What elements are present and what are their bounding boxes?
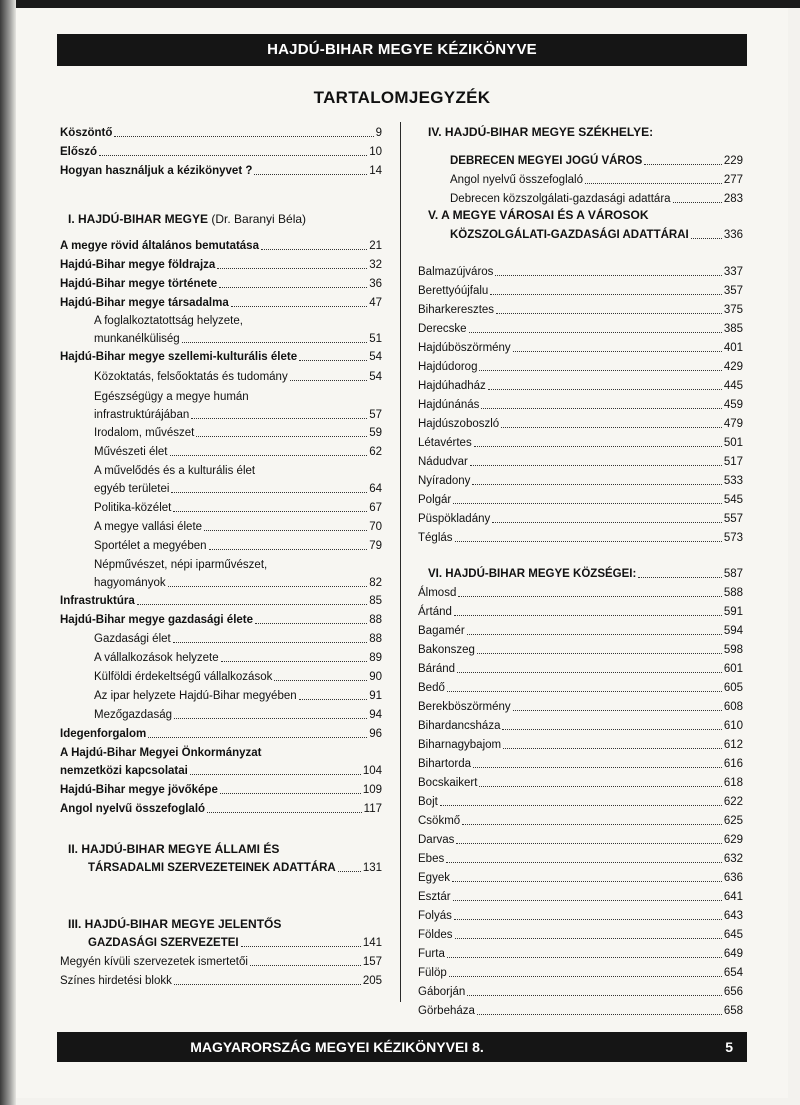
toc-entry[interactable]: Mezőgazdaság 94 — [94, 709, 382, 721]
section-heading: III. HAJDÚ-BIHAR MEGYE JELENTŐS — [68, 917, 282, 931]
toc-entry-line[interactable]: A foglalkoztatottság helyzete, — [94, 315, 243, 327]
running-footer — [57, 1032, 747, 1062]
toc-entry[interactable]: TÁRSADALMI SZERVEZETEINEK ADATTÁRA 131 — [88, 862, 382, 874]
toc-entry[interactable]: Görbeháza 658 — [418, 1005, 743, 1017]
toc-entry[interactable]: Fülöp 654 — [418, 967, 743, 979]
toc-entry[interactable]: Hajdú-Bihar megye szellemi-kulturális élete 54 — [60, 351, 382, 363]
toc-entry[interactable]: Hajdúböszörmény 401 — [418, 342, 743, 354]
toc-entry[interactable]: Gazdasági élet 88 — [94, 633, 382, 645]
toc-entry[interactable]: Darvas 629 — [418, 834, 743, 846]
toc-entry[interactable]: Biharkeresztes 375 — [418, 304, 743, 316]
toc-entry[interactable]: GAZDASÁGI SZERVEZETEI 141 — [88, 937, 382, 949]
toc-entry[interactable]: Hajdú-Bihar megye társadalma 47 — [60, 297, 382, 309]
toc-entry[interactable]: hagyományok 82 — [94, 577, 382, 589]
toc-entry[interactable]: Hajdú-Bihar megye jövőképe 109 — [60, 784, 382, 796]
toc-entry[interactable]: Báránd 601 — [418, 663, 743, 675]
toc-entry-line[interactable]: A művelődés és a kulturális élet — [94, 465, 256, 477]
toc-entry[interactable]: Idegenforgalom 96 — [60, 728, 382, 740]
page-number: 5 — [725, 1039, 733, 1055]
toc-entry[interactable]: Bagamér 594 — [418, 625, 743, 637]
toc-entry[interactable]: munkanélküliség 51 — [94, 333, 382, 345]
running-header: HAJDÚ-BIHAR MEGYE KÉZIKÖNYVE — [57, 34, 747, 66]
toc-entry[interactable]: Hajdúszoboszló 479 — [418, 418, 743, 430]
toc-entry[interactable]: Ebes 632 — [418, 853, 743, 865]
toc-entry[interactable]: Infrastruktúra 85 — [60, 595, 382, 607]
toc-entry[interactable]: Püspökladány 557 — [418, 513, 743, 525]
toc-entry-line[interactable]: A Hajdú-Bihar Megyei Önkormányzat — [60, 747, 262, 759]
toc-entry[interactable]: Sportélet a megyében 79 — [94, 540, 382, 552]
toc-entry[interactable]: Irodalom, művészet 59 — [94, 427, 382, 439]
toc-entry[interactable]: Előszó 10 — [60, 146, 382, 158]
toc-entry[interactable]: Hajdú-Bihar megye gazdasági élete 88 — [60, 614, 382, 626]
toc-entry[interactable]: Nyíradony 533 — [418, 475, 743, 487]
toc-entry[interactable]: Bihardancsháza 610 — [418, 720, 743, 732]
toc-entry[interactable]: Berekböszörmény 608 — [418, 701, 743, 713]
toc-entry[interactable]: Az ipar helyzete Hajdú-Bihar megyében 91 — [94, 690, 382, 702]
toc-entry-line[interactable]: Egészségügy a megye humán — [94, 391, 249, 403]
toc-entry[interactable]: Létavértes 501 — [418, 437, 743, 449]
toc-entry[interactable]: Hajdú-Bihar megye földrajza 32 — [60, 259, 382, 271]
column-divider — [400, 122, 401, 1002]
toc-entry[interactable]: KÖZSZOLGÁLATI-GAZDASÁGI ADATTÁRAI 336 — [450, 229, 743, 241]
toc-entry[interactable]: Csökmő 625 — [418, 815, 743, 827]
toc-entry[interactable]: Debrecen közszolgálati-gazdasági adattára 283 — [450, 193, 743, 205]
toc-entry[interactable]: Folyás 643 — [418, 910, 743, 922]
toc-entry[interactable]: A megye vallási élete 70 — [94, 521, 382, 533]
toc-entry[interactable]: Nádudvar 517 — [418, 456, 743, 468]
footer-title: MAGYARORSZÁG MEGYEI KÉZIKÖNYVEI 8. — [190, 1039, 484, 1055]
toc-entry[interactable]: Politika-közélet 67 — [94, 502, 382, 514]
section-heading: I. HAJDÚ-BIHAR MEGYE (Dr. Baranyi Béla) — [68, 212, 307, 226]
toc-entry[interactable]: Ártánd 591 — [418, 606, 743, 618]
toc-entry[interactable]: Bedő 605 — [418, 682, 743, 694]
toc-entry[interactable]: Közoktatás, felsőoktatás és tudomány 54 — [94, 371, 382, 383]
toc-entry[interactable]: infrastruktúrájában 57 — [94, 409, 382, 421]
toc-entry-line[interactable]: Népművészet, népi iparművészet, — [94, 559, 268, 571]
toc-entry[interactable]: Hogyan használjuk a kézikönyvet ? 14 — [60, 165, 382, 177]
toc-entry[interactable]: Hajdú-Bihar megye története 36 — [60, 278, 382, 290]
toc-entry[interactable]: Bihartorda 616 — [418, 758, 743, 770]
toc-entry[interactable]: Köszöntő 9 — [60, 127, 382, 139]
toc-entry[interactable]: nemzetközi kapcsolatai 104 — [60, 765, 382, 777]
toc-entry[interactable]: Hajdúdorog 429 — [418, 361, 743, 373]
toc-entry[interactable]: Biharnagybajom 612 — [418, 739, 743, 751]
toc-entry[interactable]: Esztár 641 — [418, 891, 743, 903]
toc-entry[interactable]: Polgár 545 — [418, 494, 743, 506]
section-heading: II. HAJDÚ-BIHAR MEGYE ÁLLAMI ÉS — [68, 842, 280, 856]
page-title: TARTALOMJEGYZÉK — [313, 88, 491, 107]
toc-entry[interactable]: Hajdúnánás 459 — [418, 399, 743, 411]
book-spine-shadow — [0, 0, 16, 1105]
toc-entry[interactable]: Álmosd 588 — [418, 587, 743, 599]
toc-entry[interactable]: Téglás 573 — [418, 532, 743, 544]
toc-entry[interactable]: A megye rövid általános bemutatása 21 — [60, 240, 382, 252]
toc-entry[interactable]: egyéb területei 64 — [94, 483, 382, 495]
toc-entry[interactable]: Berettyóújfalu 357 — [418, 285, 743, 297]
toc-entry[interactable]: A vállalkozások helyzete 89 — [94, 652, 382, 664]
toc-entry[interactable]: VI. HAJDÚ-BIHAR MEGYE KÖZSÉGEI: 587 — [428, 568, 743, 580]
toc-entry[interactable]: Külföldi érdekeltségű vállalkozások 90 — [94, 671, 382, 683]
toc-entry[interactable]: Bakonszeg 598 — [418, 644, 743, 656]
toc-entry[interactable]: Bojt 622 — [418, 796, 743, 808]
toc-entry[interactable]: Gáborján 656 — [418, 986, 743, 998]
toc-entry[interactable]: DEBRECEN MEGYEI JOGÚ VÁROS 229 — [450, 155, 743, 167]
toc-entry[interactable]: Angol nyelvű összefoglaló 117 — [60, 803, 382, 815]
toc-entry[interactable]: Színes hirdetési blokk 205 — [60, 975, 382, 987]
toc-entry[interactable]: Angol nyelvű összefoglaló 277 — [450, 174, 743, 186]
section-heading: IV. HAJDÚ-BIHAR MEGYE SZÉKHELYE: — [428, 125, 654, 139]
toc-entry[interactable]: Bocskaikert 618 — [418, 777, 743, 789]
toc-entry[interactable]: Balmazújváros 337 — [418, 266, 743, 278]
toc-entry[interactable]: Földes 645 — [418, 929, 743, 941]
toc-entry[interactable]: Művészeti élet 62 — [94, 446, 382, 458]
toc-entry[interactable]: Furta 649 — [418, 948, 743, 960]
toc-entry[interactable]: Hajdúhadház 445 — [418, 380, 743, 392]
toc-entry[interactable]: Egyek 636 — [418, 872, 743, 884]
scan-border-top — [0, 0, 800, 8]
section-heading: V. A MEGYE VÁROSAI ÉS A VÁROSOK — [428, 208, 649, 222]
toc-entry[interactable]: Megyén kívüli szervezetek ismertetői 157 — [60, 956, 382, 968]
toc-entry[interactable]: Derecske 385 — [418, 323, 743, 335]
